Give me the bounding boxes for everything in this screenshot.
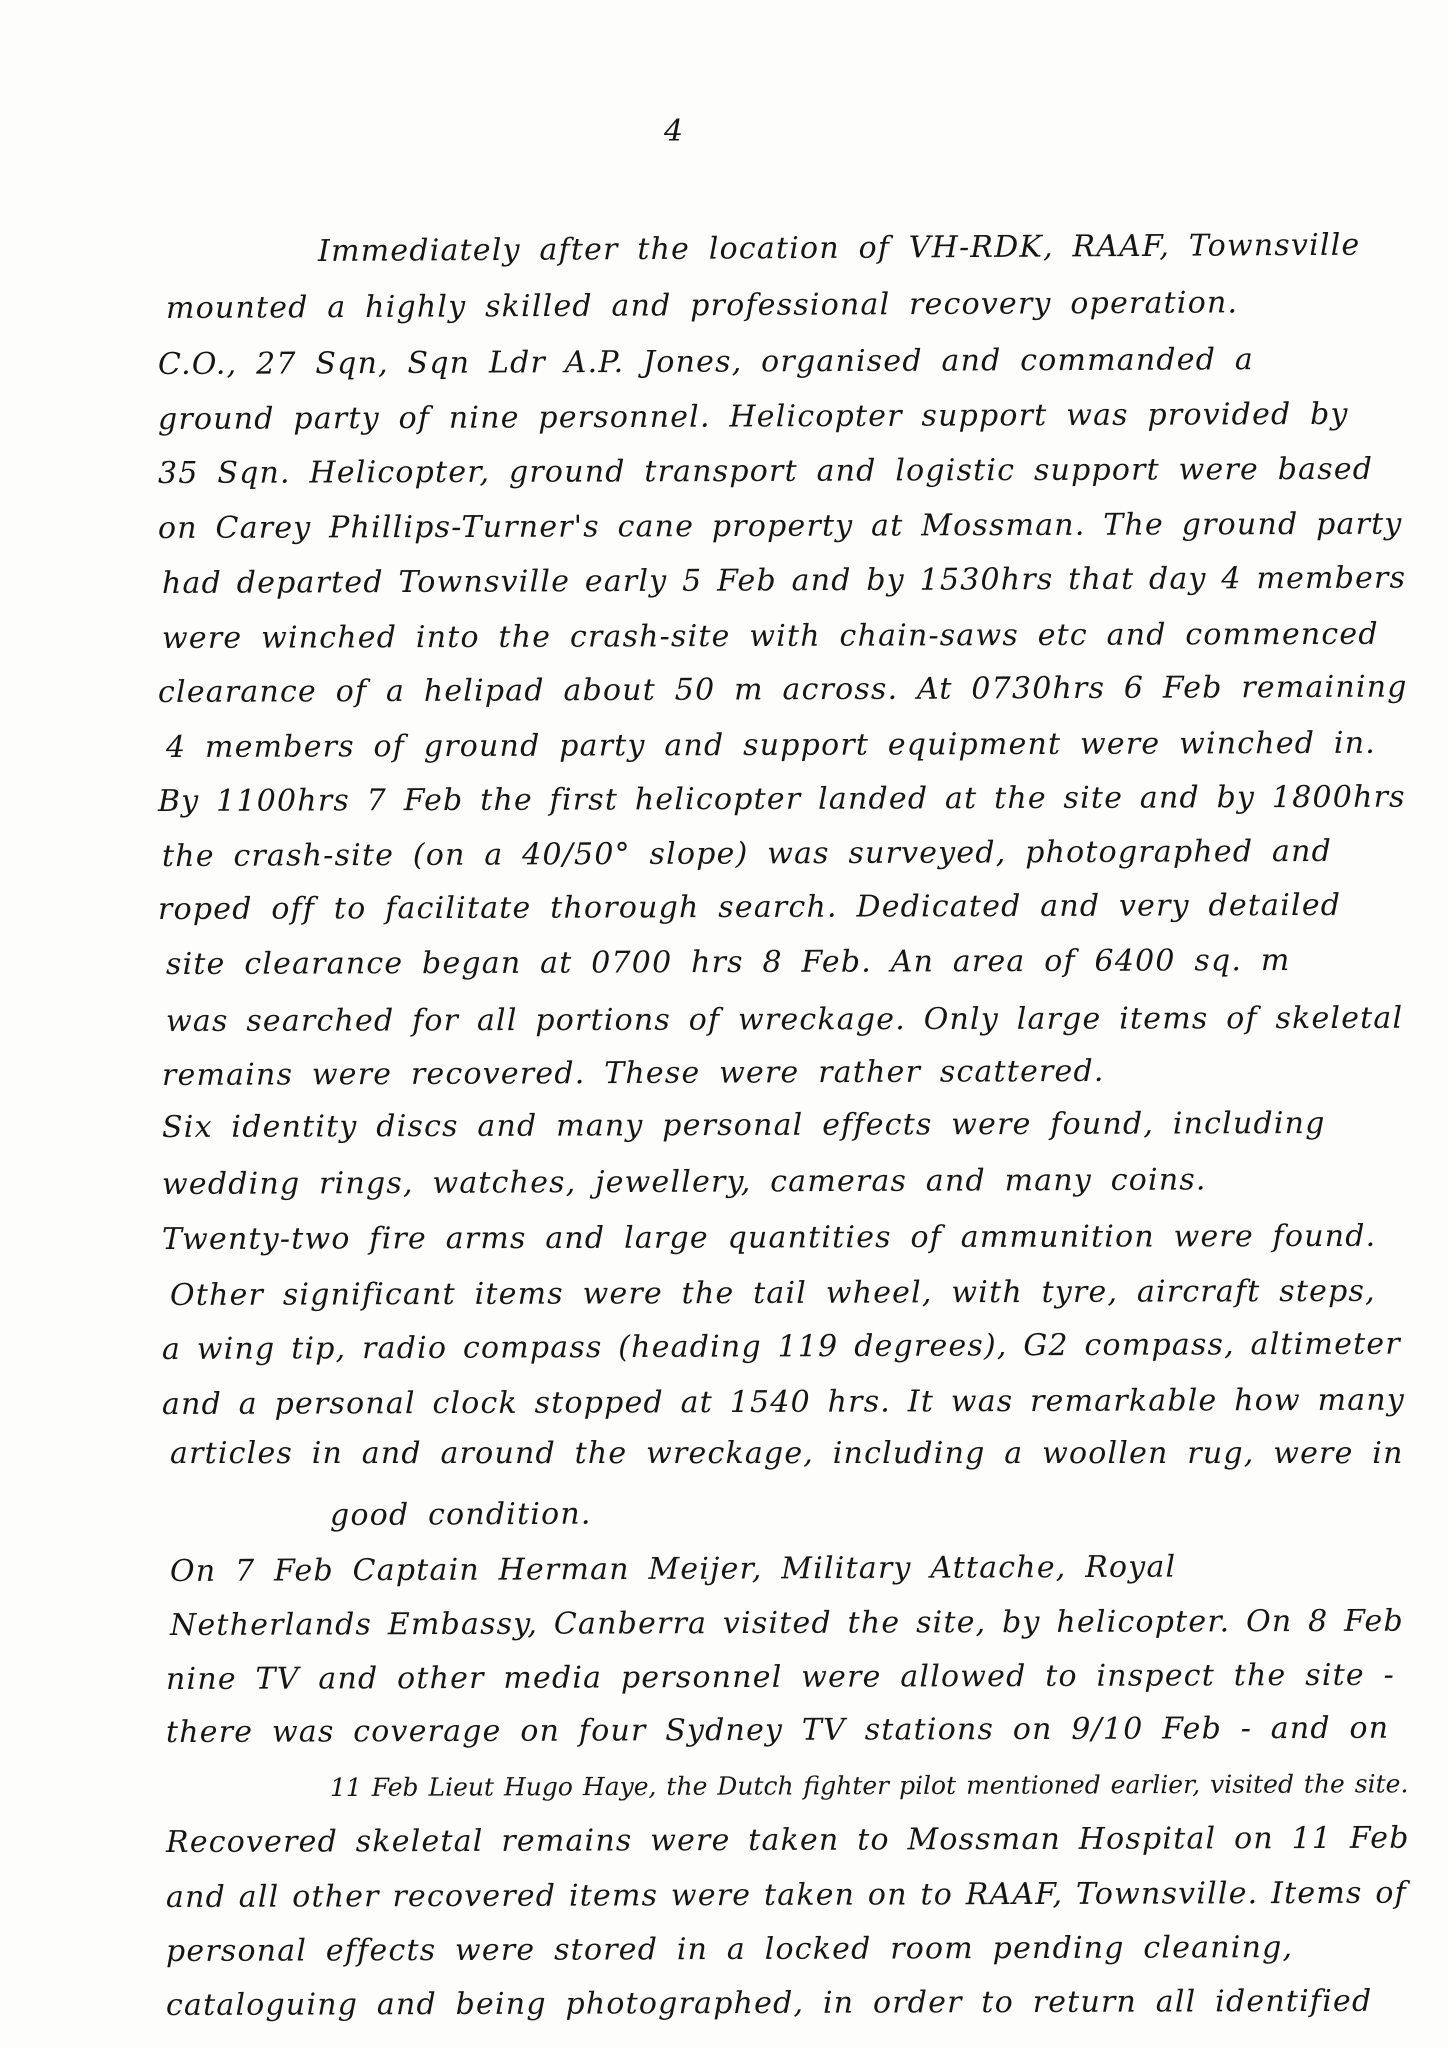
page-number: 4 (664, 114, 684, 149)
text-line: and all other recovered items were taken on to RAAF, Townsville. Items of (165, 1875, 1407, 1915)
text-line: the crash-site (on a 40/50° slope) was surveyed, photographed and (161, 833, 1333, 874)
text-line: wedding rings, watches, jewellery, cameras and many coins. (161, 1162, 1207, 1202)
text-line: personal effects were stored in a locked room pending cleaning, (165, 1930, 1294, 1969)
text-line: articles in and around the wreckage, including a woollen rug, were in (170, 1436, 1404, 1471)
text-line: clearance of a helipad about 50 m across. At 0730hrs 6 Feb remaining (157, 669, 1408, 710)
text-line: C.O., 27 Sqn, Sqn Ldr A.P. Jones, organised and commanded a (157, 342, 1255, 382)
text-line: and a personal clock stopped at 1540 hrs. It was remarkable how many (161, 1382, 1406, 1422)
text-line: site clearance began at 0700 hrs 8 Feb. An area of 6400 sq. m (165, 943, 1291, 982)
text-line: Immediately after the location of VH-RDK, RAAF, Townsville (317, 227, 1361, 269)
text-line: Six identity discs and many personal effects were found, including (161, 1105, 1326, 1145)
text-line: Twenty-two fire arms and large quantities of ammunition were found. (161, 1218, 1377, 1257)
text-line: By 1100hrs 7 Feb the first helicopter landed at the site and by 1800hrs (157, 779, 1406, 819)
text-line: 4 members of ground party and support equipment were winched in. (165, 725, 1377, 765)
text-line: mounted a highly skilled and professional recovery operation. (165, 285, 1239, 326)
text-line: cataloguing and being photographed, in order to return all identified (165, 1983, 1373, 2023)
text-line: roped off to facilitate thorough search. Dedicated and very detailed (157, 887, 1342, 927)
text-line: Other significant items were the tail wheel, with tyre, aircraft steps, (169, 1273, 1376, 1313)
text-line: were winched into the crash-site with chain-saws etc and commenced (161, 616, 1379, 656)
text-line: was searched for all portions of wreckage. Only large items of skeletal (165, 1000, 1404, 1039)
text-line: good condition. (329, 1496, 592, 1533)
text-line: there was coverage on four Sydney TV stations on 9/10 Feb - and on (165, 1710, 1390, 1750)
text-line: a wing tip, radio compass (heading 119 degrees), G2 compass, altimeter (161, 1326, 1401, 1367)
text-line: Recovered skeletal remains were taken to Mossman Hospital on 11 Feb (165, 1820, 1410, 1860)
text-line: Netherlands Embassy, Canberra visited the site, by helicopter. On 8 Feb (169, 1603, 1404, 1643)
text-line: nine TV and other media personnel were allowed to inspect the site - (165, 1657, 1395, 1697)
text-line: on Carey Phillips-Turner's cane property at Mossman. The ground party (157, 506, 1403, 546)
text-line: 35 Sqn. Helicopter, ground transport and logistic support were based (157, 451, 1374, 491)
text-line: remains were recovered. These were rather scattered. (161, 1053, 1105, 1093)
text-line: had departed Townsville early 5 Feb and by 1530hrs that day 4 members (161, 560, 1407, 601)
text-line: 11 Feb Lieut Hugo Haye, the Dutch fighter pilot mentioned earlier, visited the site. (329, 1769, 1409, 1802)
text-line: ground party of nine personnel. Helicopter support was provided by (157, 396, 1349, 437)
text-line: On 7 Feb Captain Herman Meijer, Military Attache, Royal (169, 1549, 1177, 1589)
